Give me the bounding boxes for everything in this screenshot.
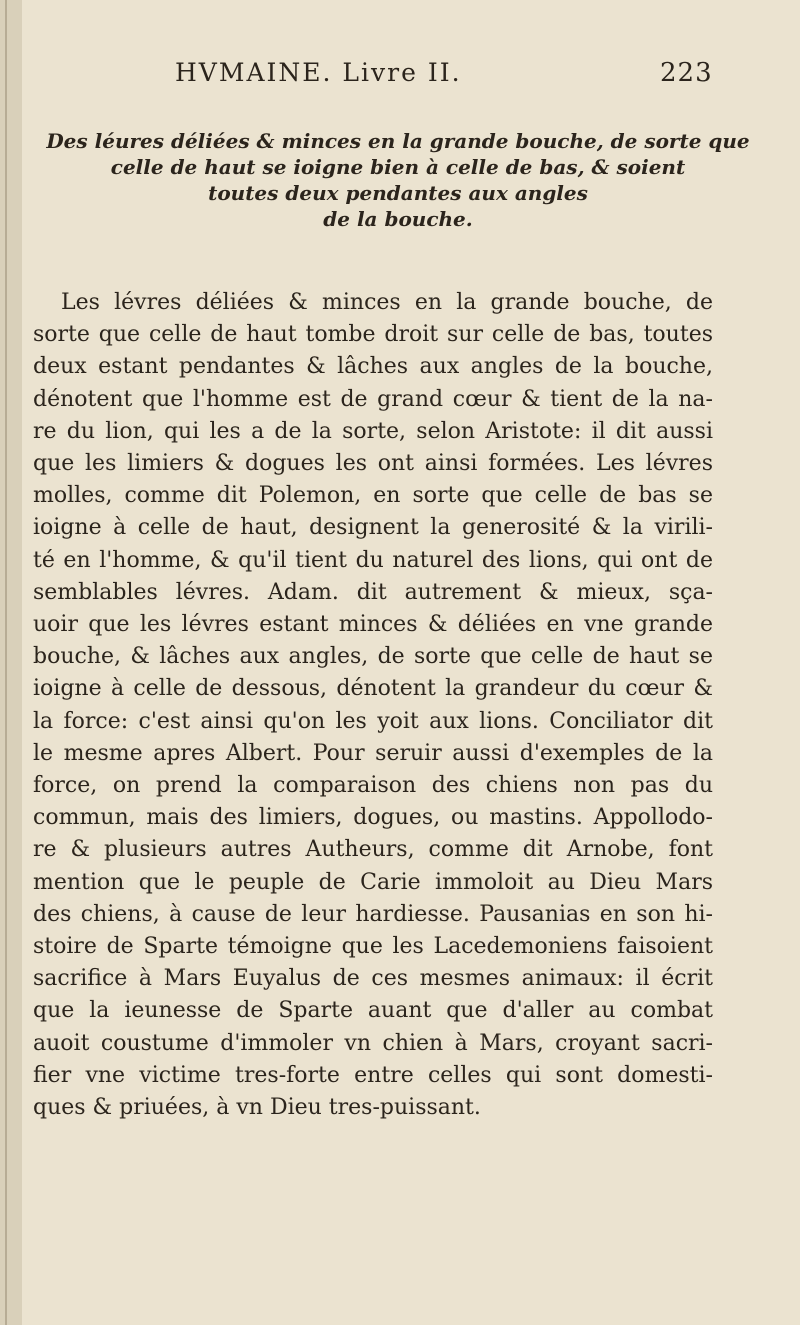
body-line: la force: c'est ainsi qu'on les yoit aux lions. Conciliator dit xyxy=(33,708,713,734)
body-text xyxy=(33,287,713,1124)
body-line: dénotent que l'homme est de grand cœur & tient de la na- xyxy=(33,386,713,412)
heading-line: toutes deux pendantes aux angles xyxy=(208,181,588,205)
body-line: que les limiers & dogues les ont ainsi formées. Les lévres xyxy=(33,451,713,477)
body-line: stoire de Sparte témoigne que les Lacedemoniens faisoient xyxy=(33,934,713,960)
heading-line: de la bouche. xyxy=(323,207,473,231)
body-line: uoir que les lévres estant minces & déliées en vne grande xyxy=(33,612,713,638)
page-number: 223 xyxy=(660,58,713,88)
binding-fold-line xyxy=(5,0,7,1325)
running-head: HVMAINE. Livre II. xyxy=(175,58,462,87)
body-line: ioigne à celle de dessous, dénotent la grandeur du cœur & xyxy=(33,676,713,702)
body-line: ques & priuées, à vn Dieu tres-puissant. xyxy=(33,1095,481,1121)
body-line: molles, comme dit Polemon, en sorte que celle de bas se xyxy=(33,483,713,509)
body-line: des chiens, à cause de leur hardiesse. Pausanias en son hi- xyxy=(33,901,713,927)
body-line: deux estant pendantes & lâches aux angles de la bouche, xyxy=(33,354,713,380)
body-line: sorte que celle de haut tombe droit sur celle de bas, toutes xyxy=(33,322,713,348)
body-line: sacrifice à Mars Euyalus de ces mesmes animaux: il écrit xyxy=(33,966,713,992)
body-line: ioigne à celle de haut, designent la generosité & la virili- xyxy=(33,515,713,541)
body-line: commun, mais des limiers, dogues, ou mastins. Appollodo- xyxy=(33,805,713,831)
body-line: re du lion, qui les a de la sorte, selon Aristote: il dit aussi xyxy=(33,418,713,444)
book-binding-edge xyxy=(0,0,22,1325)
heading-line: celle de haut se ioigne bien à celle de bas, & soient xyxy=(110,155,686,179)
body-line: mention que le peuple de Carie immoloit au Dieu Mars xyxy=(33,869,713,895)
body-line: Les lévres déliées & minces en la grande bouche, de xyxy=(61,290,713,315)
body-line: semblables lévres. Adam. dit autrement & mieux, sça- xyxy=(33,579,713,605)
body-line: que la ieunesse de Sparte auant que d'aller au combat xyxy=(33,998,713,1024)
body-line: fier vne victime tres-forte entre celles qui sont domesti- xyxy=(33,1062,713,1088)
body-line: té en l'homme, & qu'il tient du naturel des lions, qui ont de xyxy=(33,547,713,573)
heading-line: Des léures déliées & minces en la grande bouche, de sorte que xyxy=(46,129,750,153)
body-line: re & plusieurs autres Autheurs, comme dit Arnobe, font xyxy=(33,837,713,863)
body-line: le mesme apres Albert. Pour seruir aussi d'exemples de la xyxy=(33,740,713,766)
body-line: force, on prend la comparaison des chiens non pas du xyxy=(33,773,713,799)
section-heading xyxy=(28,128,768,232)
body-line: auoit coustume d'immoler vn chien à Mars, croyant sacri- xyxy=(33,1030,713,1056)
body-line: bouche, & lâches aux angles, de sorte que celle de haut se xyxy=(33,644,713,670)
